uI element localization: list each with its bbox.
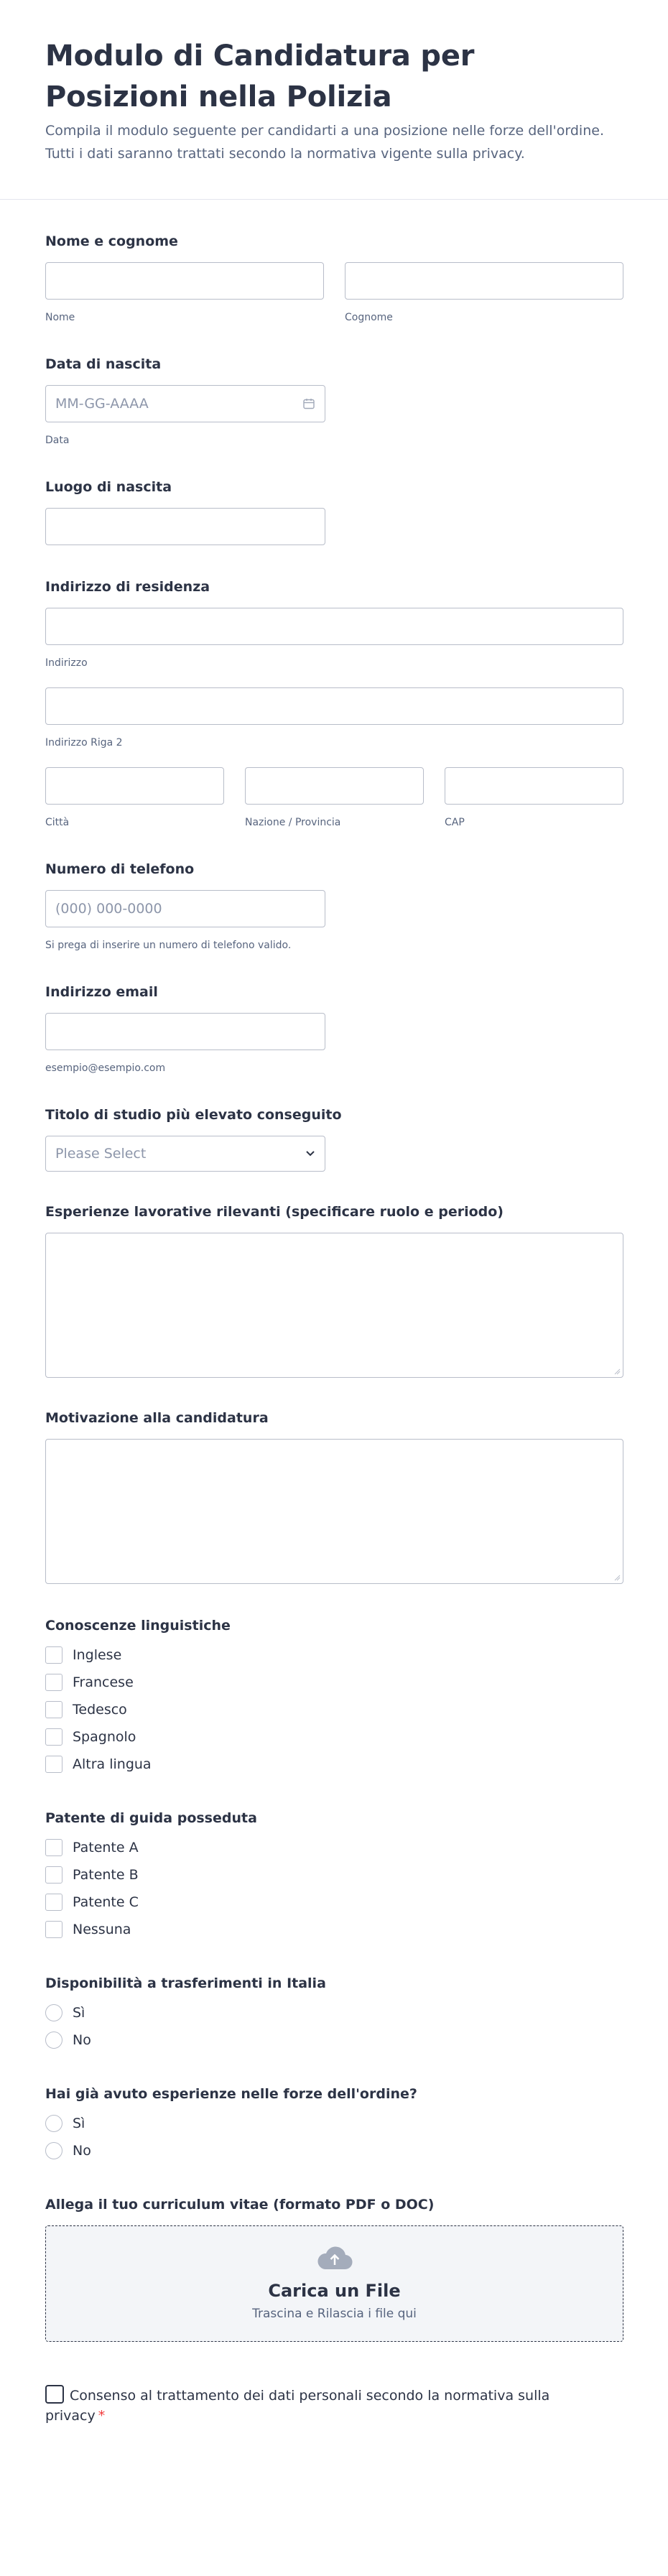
calendar-icon[interactable] [302,397,315,410]
education-question [45,1106,623,1172]
consent-checkbox[interactable] [45,2385,64,2404]
cloud-upload-icon [317,2246,353,2271]
state-sublabel: Nazione / Provincia [245,817,341,828]
birthdate-sublabel: Data [45,435,70,446]
option-label: Patente A [73,1840,139,1855]
email-input[interactable] [45,1013,325,1050]
checkbox[interactable] [45,1921,62,1938]
zip-sublabel: CAP [445,817,465,828]
city-input[interactable] [45,767,224,805]
option-label: Patente B [73,1867,139,1883]
resize-handle-icon[interactable] [613,1574,621,1581]
checkbox-option[interactable] [45,1861,623,1889]
option-label: No [73,2143,91,2159]
form-header [0,0,668,200]
checkbox-option[interactable] [45,1751,623,1778]
first-name-sublabel: Nome [45,312,75,323]
option-label: Spagnolo [73,1729,136,1745]
checkbox[interactable] [45,1894,62,1911]
birthdate-label: Data di nascita [45,356,162,372]
checkbox[interactable] [45,1728,62,1746]
radio-button[interactable] [45,2115,62,2132]
email-sublabel: esempio@esempio.com [45,1062,166,1074]
checkbox-option[interactable] [45,1889,623,1916]
education-selected-value: Please Select [55,1146,147,1162]
phone-question [45,861,623,952]
birthdate-placeholder: MM-GG-AAAA [55,396,149,412]
name-label: Nome e cognome [45,233,178,249]
file-upload-dropzone[interactable] [45,2225,623,2342]
option-label: Francese [73,1674,134,1690]
radio-option[interactable] [45,2026,623,2054]
checkbox-option[interactable] [45,1641,623,1669]
checkbox[interactable] [45,1839,62,1856]
address-label: Indirizzo di residenza [45,579,210,595]
address-line2-sublabel: Indirizzo Riga 2 [45,737,123,749]
phone-label: Numero di telefono [45,861,195,877]
form-body [0,233,668,2426]
checkbox-option[interactable] [45,1834,623,1861]
motivation-question [45,1409,623,1584]
first-name-input[interactable] [45,262,324,300]
birthplace-input[interactable] [45,508,325,545]
address-line2-input[interactable] [45,687,623,725]
phone-sublabel: Si prega di inserire un numero di telefono valido. [45,940,292,951]
checkbox[interactable] [45,1701,62,1718]
address-line1-input[interactable] [45,608,623,645]
checkbox[interactable] [45,1674,62,1691]
education-select[interactable] [45,1136,325,1172]
upload-hint: Trascina e Rilascia i file qui [252,2307,417,2321]
radio-button[interactable] [45,2031,62,2049]
checkbox-option[interactable] [45,1916,623,1943]
checkbox-option[interactable] [45,1696,623,1723]
checkbox[interactable] [45,1756,62,1773]
radio-option[interactable] [45,2137,623,2164]
upload-label: Allega il tuo curriculum vitae (formato PDF o DOC) [45,2197,435,2213]
option-label: Altra lingua [73,1756,152,1772]
city-sublabel: Città [45,817,70,828]
option-label: No [73,2032,91,2048]
checkbox-option[interactable] [45,1723,623,1751]
languages-label: Conoscenze linguistiche [45,1618,231,1634]
prior-service-question [45,2085,623,2164]
required-mark: * [98,2408,106,2424]
phone-placeholder: (000) 000-0000 [55,901,162,917]
upload-title: Carica un File [268,2281,401,2301]
consent-question [45,2385,562,2426]
experience-textarea[interactable] [45,1233,623,1378]
license-question [45,1810,623,1943]
checkbox[interactable] [45,1866,62,1884]
form-title: Modulo di Candidatura per Posizioni nella Polizia [45,40,475,113]
radio-button[interactable] [45,2142,62,2159]
email-question [45,983,623,1075]
radio-option[interactable] [45,1999,623,2026]
relocation-question [45,1975,623,2054]
name-question [45,233,623,324]
option-label: Sì [73,2116,85,2131]
option-label: Sì [73,2005,85,2021]
birthdate-question [45,356,623,447]
option-label: Tedesco [73,1702,127,1718]
resize-handle-icon[interactable] [613,1368,621,1375]
birthplace-question [45,478,623,545]
consent-text: Consenso al trattamento dei dati personali secondo la normativa sulla privacy [45,2388,550,2424]
radio-option[interactable] [45,2110,623,2137]
birthdate-input[interactable] [45,385,325,422]
checkbox-option[interactable] [45,1669,623,1696]
radio-button[interactable] [45,2004,62,2021]
education-label: Titolo di studio più elevato conseguito [45,1107,342,1123]
option-label: Patente C [73,1894,139,1910]
motivation-label: Motivazione alla candidatura [45,1410,269,1426]
prior-service-label: Hai già avuto esperienze nelle forze dell'ordine? [45,2086,417,2102]
chevron-down-icon [305,1150,315,1157]
upload-question [45,2196,623,2342]
license-label: Patente di guida posseduta [45,1810,257,1826]
relocation-label: Disponibilità a trasferimenti in Italia [45,1975,326,1991]
option-label: Inglese [73,1647,122,1663]
option-label: Nessuna [73,1922,131,1937]
motivation-textarea[interactable] [45,1439,623,1584]
last-name-input[interactable] [345,262,623,300]
languages-question [45,1617,623,1778]
last-name-sublabel: Cognome [345,312,393,323]
birthplace-label: Luogo di nascita [45,479,172,495]
email-label: Indirizzo email [45,984,158,1000]
phone-input[interactable] [45,890,325,927]
form-description: Compila il modulo seguente per candidarti a una posizione nelle forze dell'ordine. Tutti i dati saranno trattati secondo la normativa vigente sulla privacy. [45,123,604,162]
address-question [45,578,623,829]
state-input[interactable] [245,767,424,805]
checkbox[interactable] [45,1646,62,1664]
experience-label: Esperienze lavorative rilevanti (specificare ruolo e periodo) [45,1204,504,1220]
address-line1-sublabel: Indirizzo [45,657,88,669]
zip-input[interactable] [445,767,623,805]
experience-question [45,1203,623,1378]
